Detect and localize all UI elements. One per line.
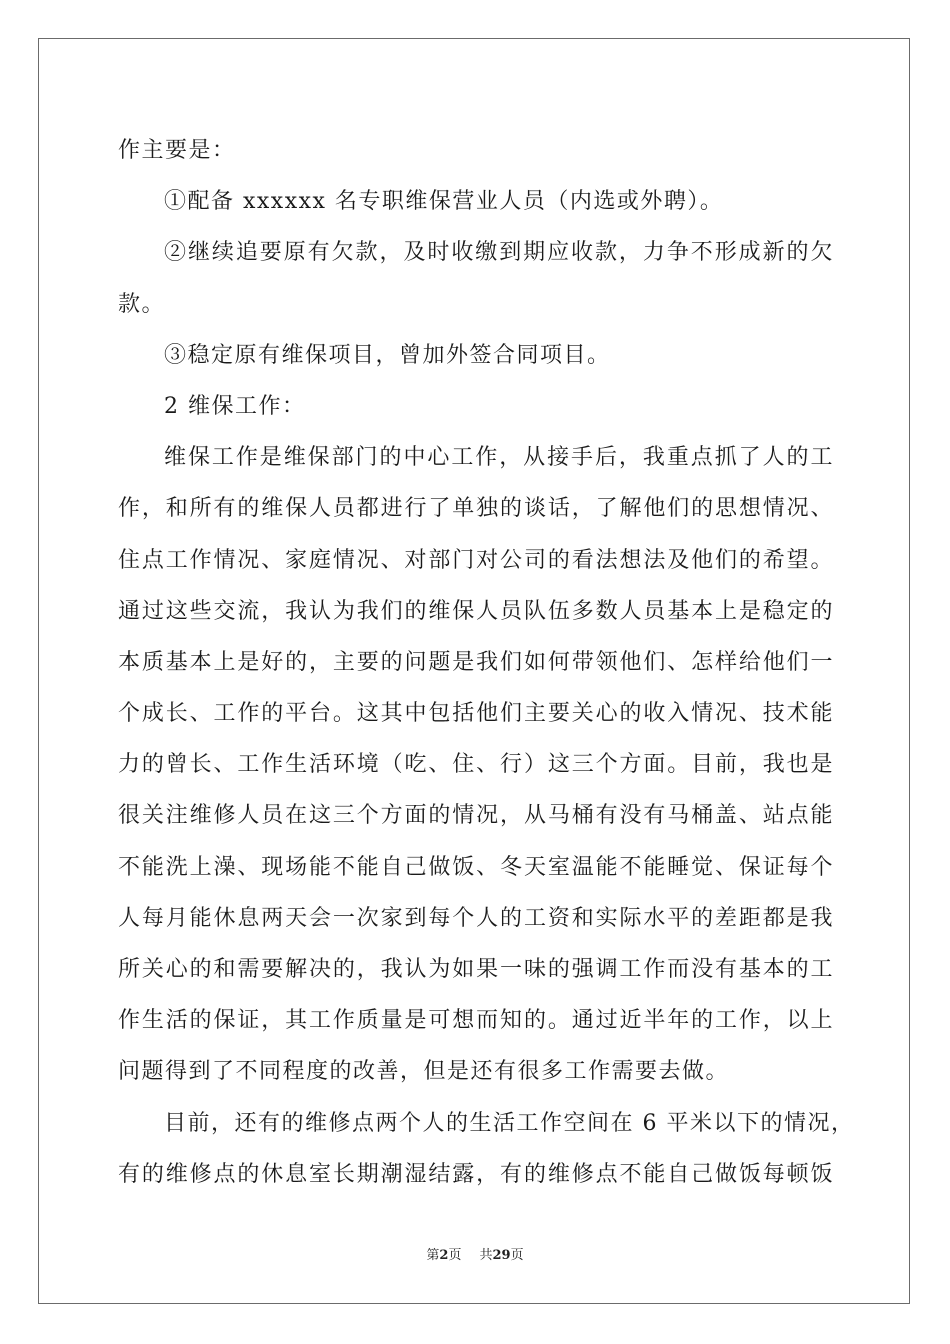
total-unit: 页 — [510, 1248, 524, 1263]
text-line: 有的维修点的休息室长期潮湿结露，有的维修点不能自己做饭每顿饭 — [118, 1161, 834, 1187]
text-line: 不能洗上澡、现场能不能自己做饭、冬天室温能不能睡觉、保证每个 — [118, 854, 834, 880]
text-line: 很关注维修人员在这三个方面的情况，从马桶有没有马桶盖、站点能 — [118, 803, 834, 829]
page-unit: 页 — [448, 1248, 462, 1263]
text-line: 2 维保工作： — [164, 393, 306, 419]
document-body — [118, 125, 855, 1200]
text-line: ②继续追要原有欠款，及时收缴到期应收款，力争不形成新的欠 — [164, 240, 834, 266]
text-line: 维保工作是维保部门的中心工作，从接手后，我重点抓了人的工 — [164, 445, 834, 471]
text-line: 个成长、工作的平台。这其中包括他们主要关心的收入情况、技术能 — [118, 701, 834, 727]
current-page-number: 2 — [439, 1248, 449, 1263]
text-line: 作生活的保证，其工作质量是可想而知的。通过近半年的工作，以上 — [118, 1008, 834, 1034]
text-line: 问题得到了不同程度的改善，但是还有很多工作需要去做。 — [118, 1059, 730, 1085]
text-line: 住点工作情况、家庭情况、对部门对公司的看法想法及他们的希望。 — [118, 547, 834, 573]
text-line: ③稳定原有维保项目，曾加外签合同项目。 — [164, 342, 611, 368]
text-line: 本质基本上是好的，主要的问题是我们如何带领他们、怎样给他们一 — [118, 649, 834, 675]
page-footer — [0, 1244, 950, 1263]
text-line: 人每月能休息两天会一次家到每个人的工资和实际水平的差距都是我 — [118, 905, 834, 931]
text-line: 所关心的和需要解决的，我认为如果一味的强调工作而没有基本的工 — [118, 957, 834, 982]
text-line: 通过这些交流，我认为我们的维保人员队伍多数人员基本上是稳定的 — [118, 598, 834, 624]
text-line: 作，和所有的维保人员都进行了单独的谈话，了解他们的思想情况、 — [118, 496, 834, 522]
text-line: 款。 — [118, 291, 166, 317]
text-line: 力的曾长、工作生活环境（吃、住、行）这三个方面。目前，我也是 — [118, 752, 834, 778]
total-page-number: 29 — [492, 1248, 511, 1263]
text-line: 目前，还有的维修点两个人的生活工作空间在 6 平米以下的情况， — [164, 1110, 855, 1136]
text-line: ①配备 xxxxxx 名专职维保营业人员（内选或外聘）。 — [164, 189, 724, 215]
text-line: 作主要是： — [118, 138, 236, 163]
page-prefix: 第 — [426, 1248, 440, 1263]
total-prefix: 共 — [479, 1248, 493, 1263]
